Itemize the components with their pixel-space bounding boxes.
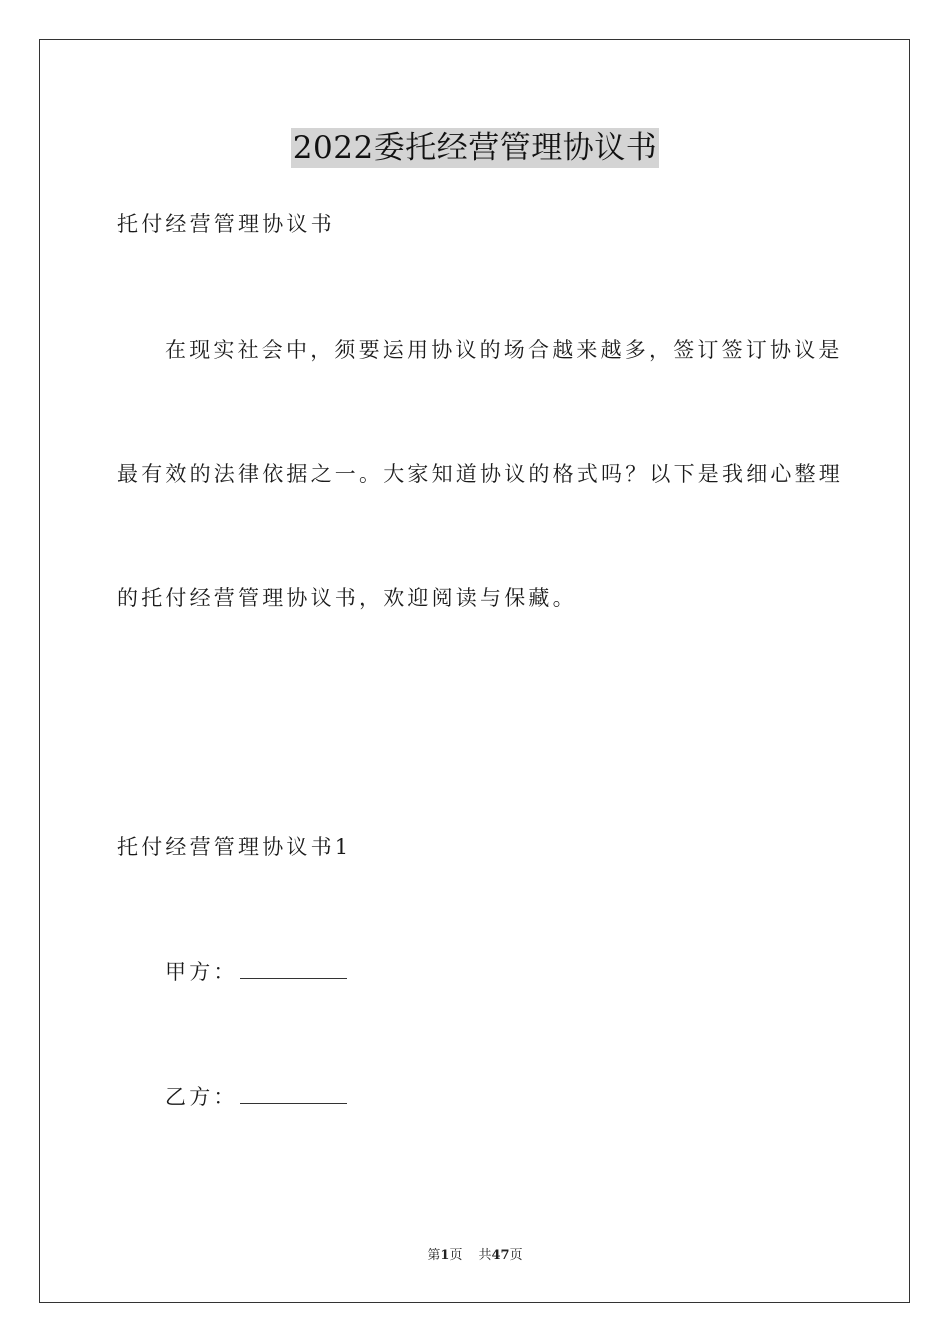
party-a-label: 甲方：: [165, 960, 238, 984]
footer-page-number: 1: [440, 1248, 450, 1263]
intro-line-2: 最有效的法律依据之一。大家知道协议的格式吗？以下是我细心整理: [117, 462, 843, 486]
footer-total-pages: 47: [491, 1248, 510, 1263]
page-footer: [0, 1247, 950, 1265]
footer-page-prefix: 第: [427, 1248, 441, 1263]
intro-line-3: 的托付经营管理协议书，欢迎阅读与保藏。: [117, 586, 577, 610]
party-a-row: [165, 958, 347, 986]
title-container: [0, 128, 950, 168]
footer-total-suffix: 页: [509, 1248, 523, 1263]
section-heading: 托付经营管理协议书1: [117, 835, 352, 859]
footer-total-prefix: 共: [478, 1248, 492, 1263]
footer-page-suffix: 页: [449, 1248, 463, 1263]
intro-line-1: 在现实社会中，须要运用协议的场合越来越多，签订签订协议是: [165, 338, 843, 362]
document-title: 2022委托经营管理协议书: [292, 130, 658, 166]
party-b-blank: [240, 1083, 347, 1104]
document-subtitle: 托付经营管理协议书: [117, 212, 335, 236]
party-b-label: 乙方：: [165, 1085, 238, 1109]
party-b-row: [165, 1083, 347, 1111]
party-a-blank: [240, 958, 347, 979]
